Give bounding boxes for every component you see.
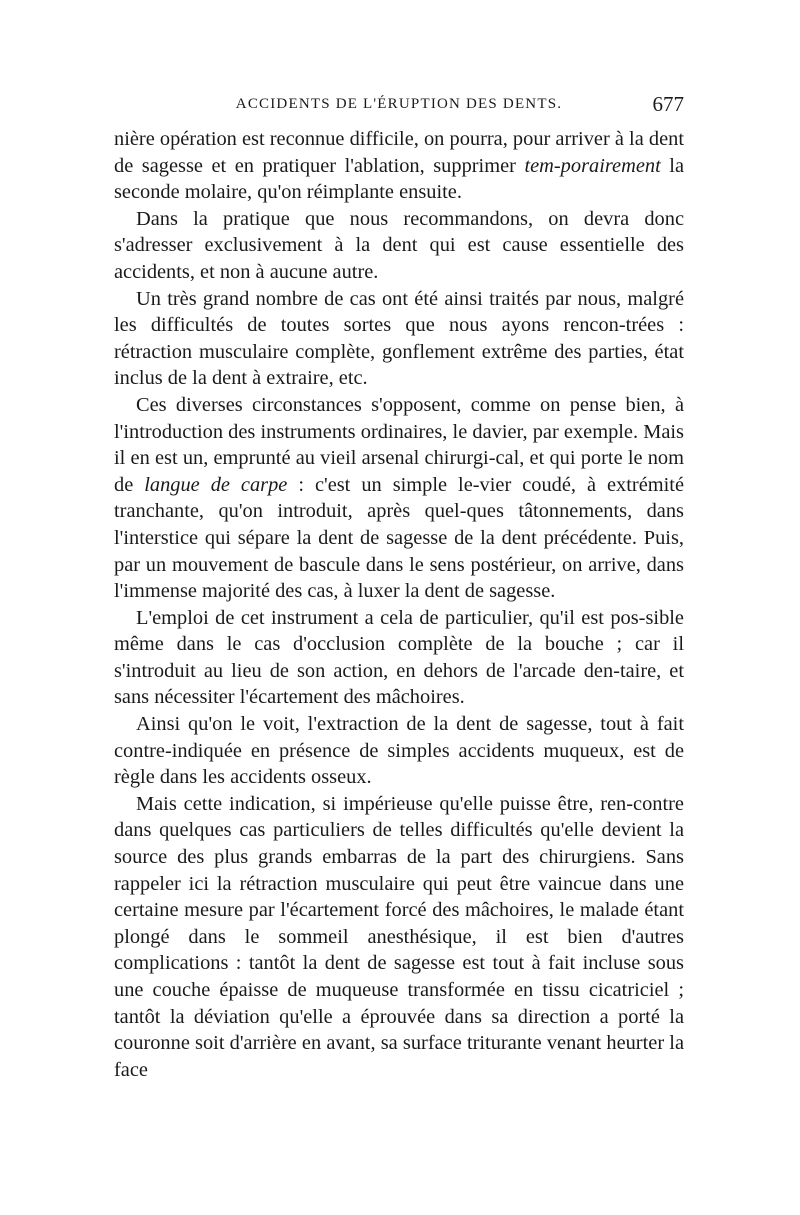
paragraph-1-italic: tem-porairement [524,154,661,177]
paragraph-4-text-a: Ces diverses circonstances s'opposent, comme on pense bien, à l'introduction des instruments ordinaires, le davier, par exemple. Mais il en est un, emprunté au vieil arsenal chirurgi-cal, et qui porte le nom de [114,393,684,496]
paragraph-1 [114,126,684,206]
paragraph-4 [114,392,684,605]
page-number: 677 [652,92,684,116]
paragraph-1-text-b: la seconde molaire, qu'on réimplante ensuite. [114,154,684,204]
paragraph-6: Ainsi qu'on le voit, l'extraction de la dent de sagesse, tout à fait contre-indiquée en présence de simples accidents muqueux, est de règle dans les accidents osseux. [114,713,684,789]
paragraph-4-italic: langue de carpe [144,473,288,496]
body-text [114,126,684,1083]
paragraph-3: Un très grand nombre de cas ont été ainsi traités par nous, malgré les difficultés de toutes sortes que nous ayons rencon-trées : rétraction musculaire complète, gonflement extrême des parties, état inclus de la dent à extraire, etc. [114,287,684,390]
paragraph-2: Dans la pratique que nous recommandons, on devra donc s'adresser exclusivement à la dent qui est cause essentielle des accidents, et non à aucune autre. [114,207,684,283]
paragraph-5: L'emploi de cet instrument a cela de particulier, qu'il est pos-sible même dans le cas d'occlusion complète de la bouche ; car il s'introduit au lieu de son action, en dehors de l'arcade den-taire, et sans nécessiter l'écartement des mâchoires. [114,606,684,709]
book-page [114,92,684,1083]
paragraph-7: Mais cette indication, si impérieuse qu'elle puisse être, ren-contre dans quelques cas particuliers de telles difficultés qu'elle devient la source des plus grands embarras de la part des chirurgiens. Sans rappeler ici la rétraction musculaire qui peut être vaincue dans une certaine mesure par l'écartement forcé des mâchoires, le malade étant plongé dans le sommeil anesthésique, il est bien d'autres complications : tantôt la dent de sagesse est tout à fait incluse sous une couche épaisse de muqueuse transformée en tissu cicatriciel ; tantôt la déviation qu'elle a éprouvée dans sa direction a porté la couronne soit d'arrière en avant, sa surface triturante venant heurter la face [114,792,684,1081]
paragraph-1-text-a: nière opération est reconnue difficile, on pourra, pour arriver à la dent de sagesse et en pratiquer l'ablation, supprimer [114,128,684,177]
page-header [114,92,684,126]
running-title: ACCIDENTS DE L'ÉRUPTION DES DENTS. [235,96,563,112]
paragraph-4-text-b: : c'est un simple le-vier coudé, à extrémité tranchante, qu'on introduit, après quel-ques tâtonnements, dans l'interstice qui sépare la dent de sagesse de la dent précédente. Puis, par un mouvement de bascule dans le sens postérieur, on arrive, dans l'immense majorité des cas, à luxer la dent de sagesse. [114,473,684,603]
